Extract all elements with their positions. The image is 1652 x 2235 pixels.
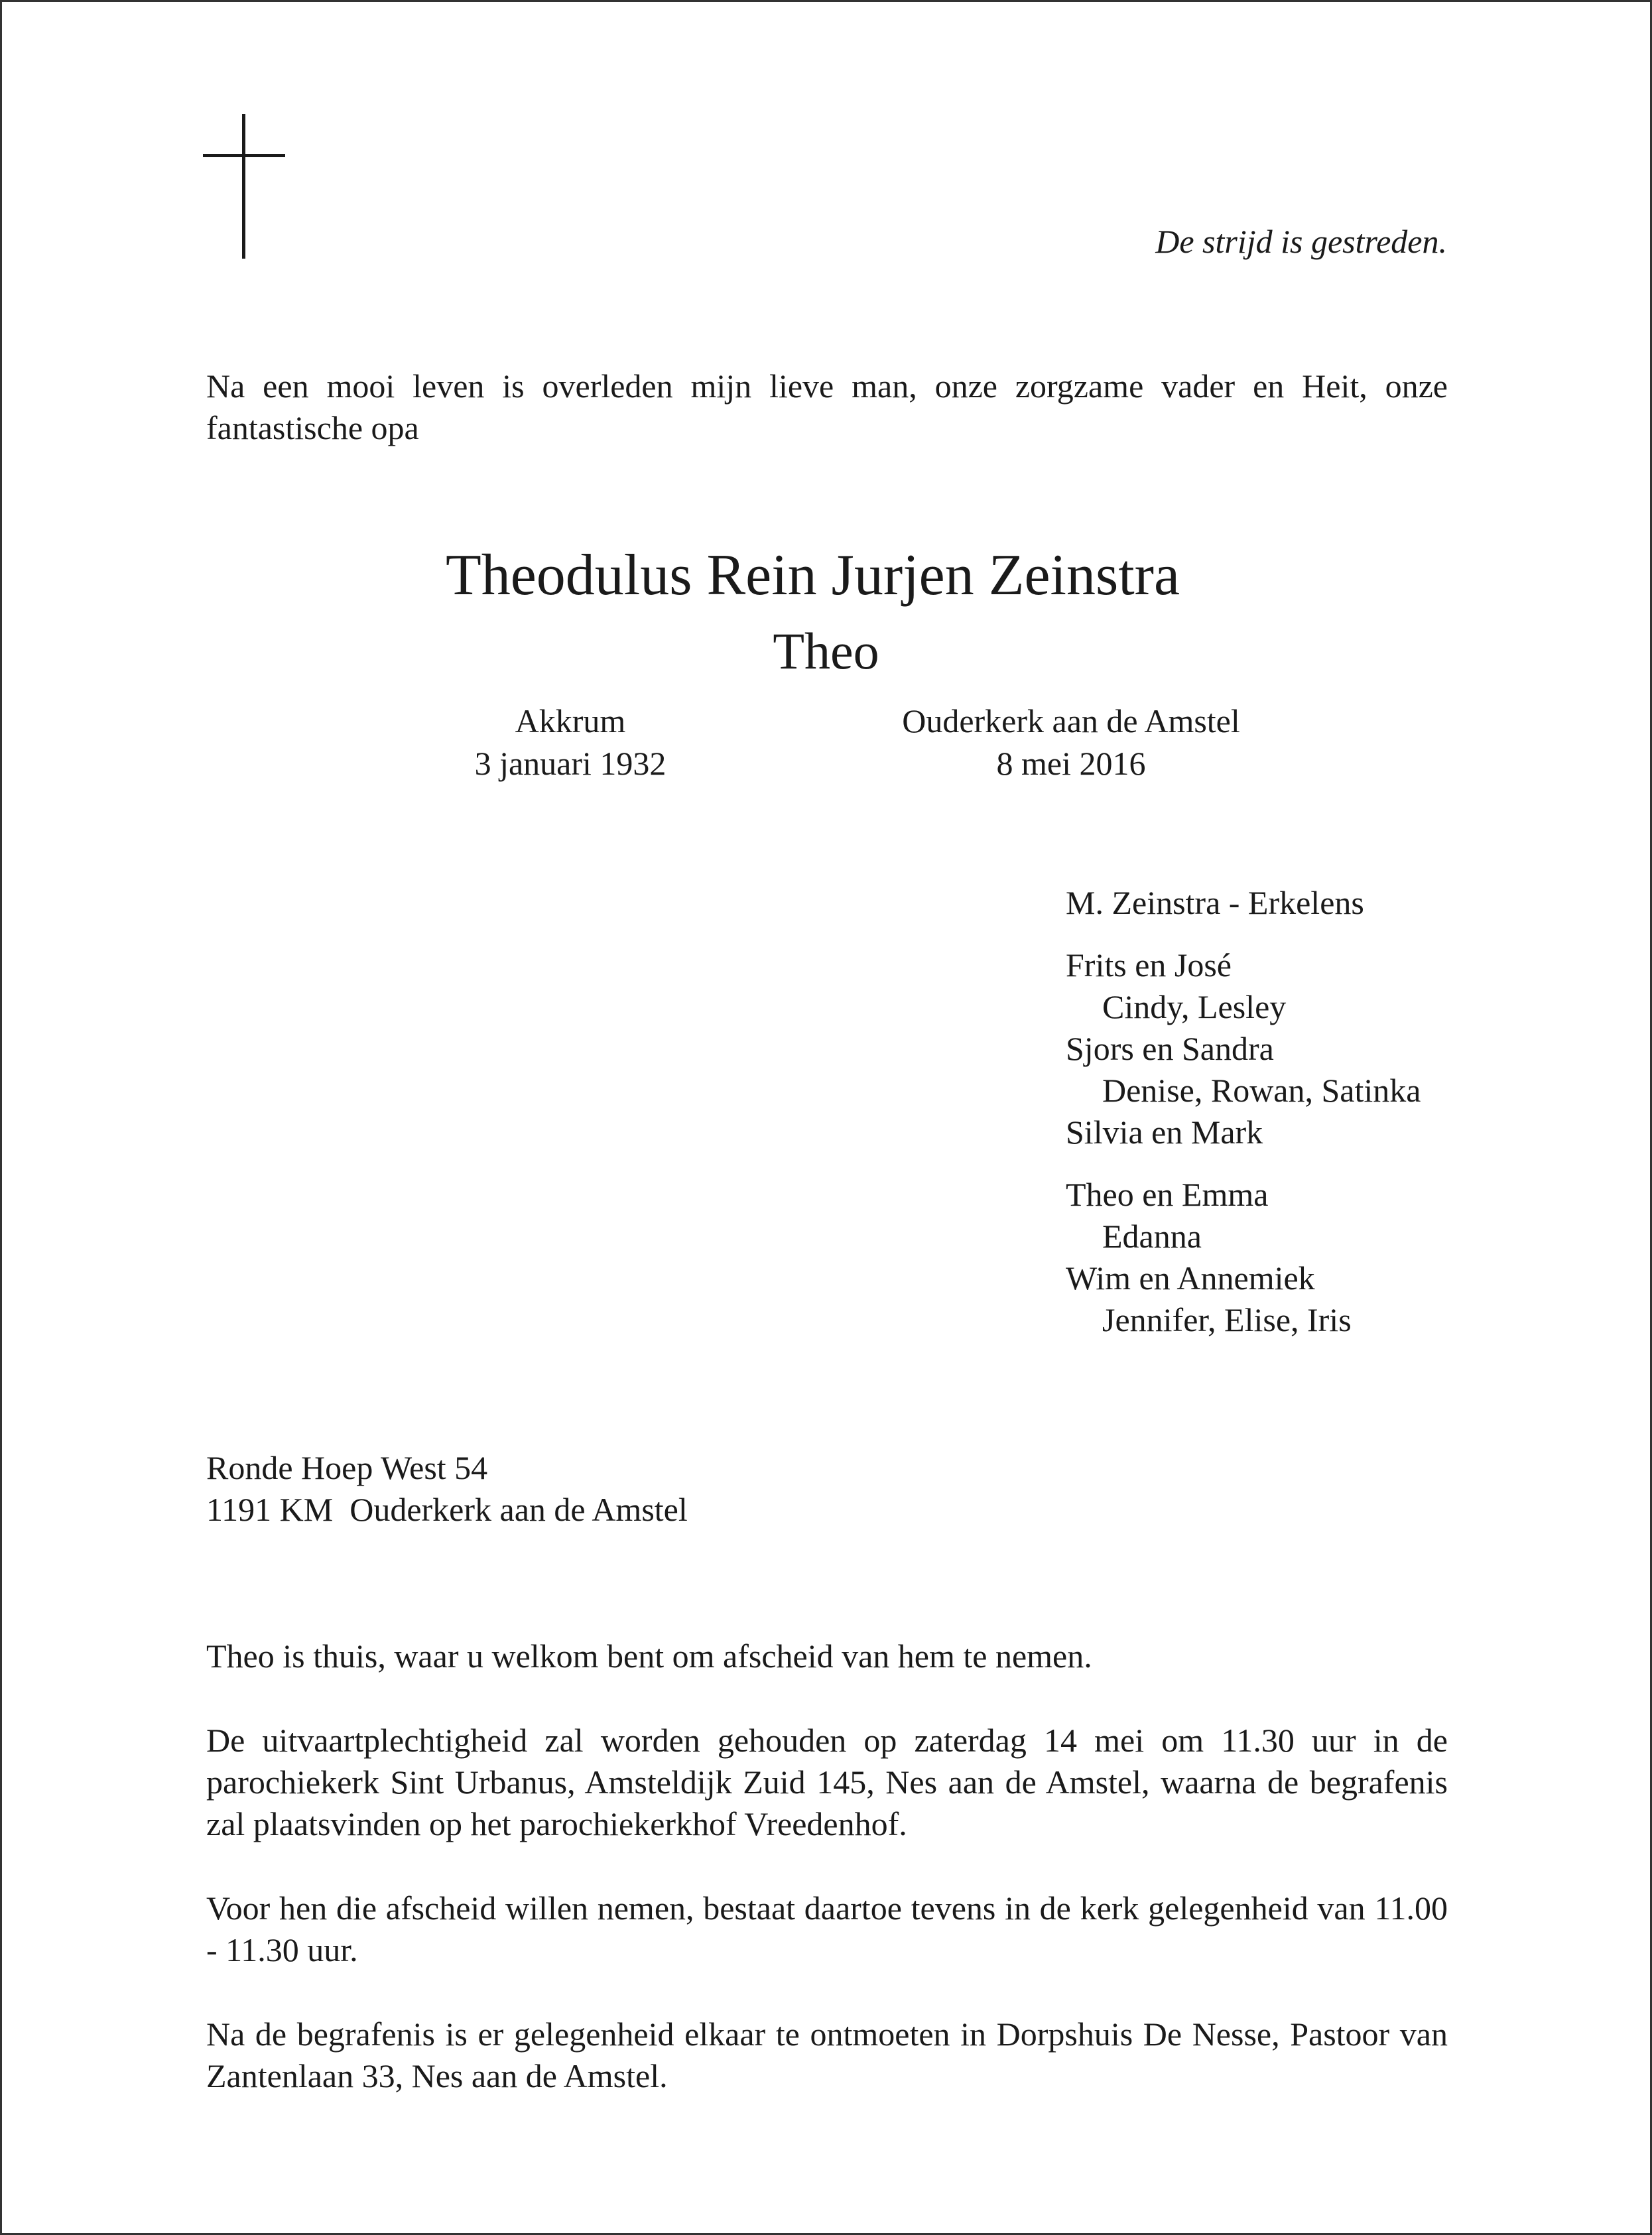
death-date: 8 mei 2016 [996, 745, 1146, 782]
family-couple: Silvia en Mark [1066, 1114, 1263, 1151]
deceased-full-name: Theodulus Rein Jurjen Zeinstra [445, 543, 1180, 607]
family-couple: Frits en José [1066, 946, 1232, 984]
paragraph-ceremony: De uitvaartplechtigheid zal worden gehouden op zaterdag 14 mei om 11.30 uur in de parochiekerk Sint Urbanus, Amsteldijk Zuid 145, Nes aan de Amstel, waarna de begrafenis zal plaatsvinden op het parochiekerkhof Vreedenhof. [206, 1722, 1448, 1842]
address-city: 1191 KM Ouderkerk aan de Amstel [206, 1491, 688, 1528]
birth-place: Akkrum [515, 702, 626, 739]
family-children: Cindy, Lesley [1102, 988, 1287, 1025]
cross-icon [203, 114, 285, 259]
family-spouse-group [1066, 882, 1421, 924]
family-list [1066, 882, 1421, 1362]
family-children: Edanna [1102, 1218, 1202, 1255]
paragraph-farewell: Voor hen die afscheid willen nemen, bestaat daartoe tevens in de kerk gelegenheid van 11.00 - 11.30 uur. [206, 1889, 1448, 1968]
death-info [862, 700, 1280, 785]
deceased-nickname: Theo [773, 622, 879, 680]
address-street: Ronde Hoep West 54 [206, 1449, 488, 1486]
paragraph-reception: Na de begrafenis is er gelegenheid elkaar te ontmoeten in Dorpshuis De Nesse, Pastoor van Zantenlaan 33, Nes aan de Amstel. [206, 2015, 1448, 2094]
home-address [206, 1447, 688, 1531]
spouse-name: M. Zeinstra - Erkelens [1066, 884, 1364, 921]
family-group-2 [1066, 1174, 1421, 1341]
death-place: Ouderkerk aan de Amstel [902, 702, 1240, 739]
birth-info [438, 700, 703, 785]
family-couple: Wim en Annemiek [1066, 1259, 1315, 1297]
family-children: Jennifer, Elise, Iris [1102, 1301, 1352, 1338]
family-couple: Sjors en Sandra [1066, 1030, 1274, 1067]
intro-text: Na een mooi leven is overleden mijn lieve man, onze zorgzame vader en Heit, onze fantastische opa [206, 367, 1448, 446]
family-children: Denise, Rowan, Satinka [1102, 1072, 1421, 1109]
family-couple: Theo en Emma [1066, 1176, 1269, 1213]
paragraph-home: Theo is thuis, waar u welkom bent om afscheid van hem te nemen. [206, 1637, 1092, 1675]
family-group-1 [1066, 944, 1421, 1153]
birth-date: 3 januari 1932 [474, 745, 667, 782]
motto: De strijd is gestreden. [1155, 223, 1447, 260]
